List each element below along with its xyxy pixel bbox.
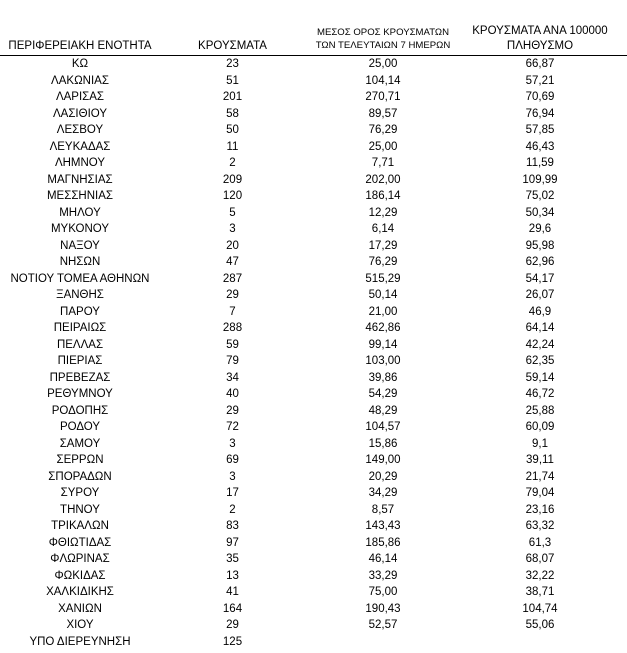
per100k-cell: 38,71 <box>525 586 555 598</box>
avg7-cell: 48,29 <box>368 404 398 417</box>
cases-cell: 35 <box>226 553 239 565</box>
avg7-cell: 190,43 <box>365 602 401 615</box>
per100k-cell: 64,14 <box>525 322 555 334</box>
region-name-cell: ΞΑΝΘΗΣ <box>56 289 104 301</box>
table-row <box>0 535 627 552</box>
table-row <box>0 56 627 73</box>
region-name-cell: ΧΑΝΙΩΝ <box>58 602 102 615</box>
per100k-cell: 59,14 <box>525 371 555 384</box>
avg7-cell: 99,14 <box>368 338 398 351</box>
region-name-cell: ΡΟΔΟΥ <box>59 421 101 433</box>
avg7-cell: 54,29 <box>368 388 398 400</box>
avg7-cell: 76,29 <box>368 124 398 136</box>
per100k-cell: 26,07 <box>525 289 555 301</box>
per100k-cell: 9,1 <box>532 437 548 450</box>
per100k-cell: 25,88 <box>525 404 555 417</box>
table-row <box>0 551 627 568</box>
table-row <box>0 271 627 288</box>
per100k-cell: 57,21 <box>525 74 555 87</box>
table-row <box>0 485 627 502</box>
per100k-cell: 76,94 <box>525 107 555 120</box>
region-name-cell: ΦΩΚΙΔΑΣ <box>54 569 106 582</box>
per100k-cell: 21,74 <box>525 470 555 483</box>
per100k-cell: 70,69 <box>525 91 555 103</box>
header-per100k <box>465 24 615 54</box>
region-name-cell: ΝΟΤΙΟΥ ΤΟΜΕΑ ΑΘΗΝΩΝ <box>10 272 150 285</box>
region-name-cell: ΜΕΣΣΗΝΙΑΣ <box>46 190 114 202</box>
table-row <box>0 89 627 106</box>
table-row <box>0 205 627 222</box>
table-row <box>0 172 627 189</box>
cases-cell: 72 <box>226 421 239 433</box>
avg7-cell: 25,00 <box>368 140 398 153</box>
per100k-cell: 46,43 <box>525 140 555 153</box>
avg7-cell: 104,57 <box>365 421 401 433</box>
cases-cell: 287 <box>222 272 243 285</box>
per100k-cell: 54,17 <box>525 272 555 285</box>
per100k-cell: 95,98 <box>525 239 555 252</box>
table-row <box>0 601 627 618</box>
cases-cell: 23 <box>226 58 239 70</box>
table-row <box>0 122 627 139</box>
region-name-cell: ΤΡΙΚΑΛΩΝ <box>51 520 109 532</box>
per100k-cell: 79,04 <box>525 487 555 499</box>
table-row <box>0 254 627 271</box>
region-name-cell: ΠΕΛΛΑΣ <box>56 338 104 351</box>
per100k-cell: 66,87 <box>525 58 555 70</box>
avg7-cell: 17,29 <box>368 239 398 252</box>
region-name-cell: ΣΠΟΡΑΔΩΝ <box>48 470 112 483</box>
region-name-cell: ΚΩ <box>71 58 89 70</box>
table-row <box>0 320 627 337</box>
avg7-cell: 7,71 <box>371 157 395 169</box>
cases-cell: 34 <box>226 371 239 384</box>
cases-cell: 120 <box>222 190 243 202</box>
header-region: ΠΕΡΙΦΕΡΕΙΑΚΗ ΕΝΟΤΗΤΑ <box>8 40 152 52</box>
cases-cell: 50 <box>226 124 239 136</box>
region-name-cell: ΡΟΔΟΠΗΣ <box>51 404 109 417</box>
per100k-cell: 60,09 <box>525 421 555 433</box>
table-row <box>0 238 627 255</box>
region-name-cell: ΝΑΞΟΥ <box>60 239 100 252</box>
cases-cell: 29 <box>226 404 239 417</box>
table-row <box>0 452 627 469</box>
table-row <box>0 469 627 486</box>
avg7-cell: 75,00 <box>368 586 398 598</box>
cases-cell: 29 <box>226 619 239 631</box>
per100k-cell: 11,59 <box>526 157 554 169</box>
header-cases: ΚΡΟΥΣΜΑΤΑ <box>198 40 267 52</box>
table-row <box>0 568 627 585</box>
cases-cell: 83 <box>226 520 239 532</box>
cases-cell: 17 <box>226 487 239 499</box>
avg7-cell: 21,00 <box>368 305 398 318</box>
table-row <box>0 73 627 90</box>
avg7-cell: 39,86 <box>368 371 398 384</box>
avg7-cell: 50,14 <box>368 289 398 301</box>
region-name-cell: ΦΘΙΩΤΙΔΑΣ <box>48 536 112 549</box>
cases-cell: 51 <box>226 74 239 87</box>
cases-cell: 2 <box>229 503 236 516</box>
per100k-cell: 29,6 <box>528 223 552 235</box>
cases-cell: 47 <box>226 256 239 268</box>
header-avg7-line1: ΜΕΣΟΣ ΟΡΟΣ ΚΡΟΥΣΜΑΤΩΝ <box>316 27 450 38</box>
region-name-cell: ΦΛΩΡΙΝΑΣ <box>50 553 110 565</box>
avg7-cell: 33,29 <box>368 569 398 582</box>
avg7-cell: 202,00 <box>365 173 401 186</box>
per100k-cell: 63,32 <box>525 520 555 532</box>
region-name-cell: ΠΑΡΟΥ <box>60 305 100 318</box>
cases-cell: 5 <box>229 206 236 219</box>
per100k-cell: 62,35 <box>525 355 555 367</box>
avg7-cell: 104,14 <box>365 74 401 87</box>
region-name-cell: ΣΕΡΡΩΝ <box>56 454 104 466</box>
table-row <box>0 386 627 403</box>
table-row <box>0 518 627 535</box>
per100k-cell: 23,16 <box>525 503 555 516</box>
avg7-cell: 12,29 <box>368 206 398 219</box>
avg7-cell: 149,00 <box>365 454 401 466</box>
table-row <box>0 403 627 420</box>
cases-cell: 201 <box>222 91 243 103</box>
header-avg7 <box>310 26 456 52</box>
per100k-cell: 50,34 <box>525 206 555 219</box>
cases-cell: 69 <box>226 454 239 466</box>
region-name-cell: ΧΑΛΚΙΔΙΚΗΣ <box>46 586 114 598</box>
cases-cell: 3 <box>229 470 236 483</box>
avg7-cell: 143,43 <box>365 520 401 532</box>
region-name-cell: ΤΗΝΟΥ <box>60 503 100 516</box>
table-row <box>0 419 627 436</box>
cases-cell: 3 <box>229 437 236 450</box>
table-row <box>0 634 627 651</box>
avg7-cell: 52,57 <box>368 619 398 631</box>
avg7-cell: 15,86 <box>368 437 398 450</box>
region-name-cell: ΠΡΕΒΕΖΑΣ <box>49 371 111 384</box>
region-name-cell: ΛΕΣΒΟΥ <box>56 124 104 136</box>
table-row <box>0 221 627 238</box>
region-name-cell: ΛΕΥΚΑΔΑΣ <box>49 140 111 153</box>
cases-cell: 79 <box>226 355 239 367</box>
per100k-cell: 61,3 <box>528 536 552 549</box>
per100k-cell: 62,96 <box>525 256 555 268</box>
region-name-cell: ΛΑΚΩΝΙΑΣ <box>51 74 109 87</box>
table-body <box>0 56 627 650</box>
per100k-cell: 104,74 <box>522 602 558 615</box>
cases-cell: 125 <box>222 635 243 648</box>
cases-cell: 41 <box>226 586 239 598</box>
cases-cell: 2 <box>229 157 236 169</box>
table-row <box>0 155 627 172</box>
table-row <box>0 106 627 123</box>
cases-cell: 288 <box>222 322 243 334</box>
avg7-cell: 25,00 <box>368 58 398 70</box>
per100k-cell: 68,07 <box>525 553 555 565</box>
avg7-cell: 462,86 <box>365 322 401 334</box>
table-row <box>0 617 627 634</box>
region-name-cell: ΧΙΟΥ <box>66 619 94 631</box>
avg7-cell: 34,29 <box>368 487 398 499</box>
avg7-cell: 89,57 <box>368 107 398 120</box>
table-row <box>0 370 627 387</box>
cases-cell: 58 <box>226 107 239 120</box>
header-avg7-line2: ΤΩΝ ΤΕΛΕΥΤΑΙΩΝ 7 ΗΜΕΡΩΝ <box>315 40 451 51</box>
avg7-cell: 515,29 <box>365 272 401 285</box>
cases-cell: 20 <box>226 239 239 252</box>
region-name-cell: ΛΗΜΝΟΥ <box>54 157 106 169</box>
avg7-cell: 46,14 <box>368 553 398 565</box>
avg7-cell: 103,00 <box>365 355 401 367</box>
cases-cell: 7 <box>229 305 236 318</box>
avg7-cell: 186,14 <box>365 190 401 202</box>
region-name-cell: ΠΕΙΡΑΙΩΣ <box>53 322 107 334</box>
avg7-cell: 8,57 <box>371 503 395 516</box>
cases-cell: 3 <box>229 223 236 235</box>
avg7-cell: 6,14 <box>371 223 395 235</box>
region-name-cell: ΣΑΜΟΥ <box>59 437 101 450</box>
table-row <box>0 188 627 205</box>
table-row <box>0 139 627 156</box>
per100k-cell: 46,9 <box>528 305 552 318</box>
per100k-cell: 75,02 <box>525 190 555 202</box>
header-per100k-line1: ΚΡΟΥΣΜΑΤΑ ΑΝΑ 100000 <box>472 25 608 37</box>
region-name-cell: ΜΗΛΟΥ <box>59 206 101 219</box>
table-row <box>0 502 627 519</box>
cases-cell: 40 <box>226 388 239 400</box>
region-name-cell: ΜΑΓΝΗΣΙΑΣ <box>47 173 113 186</box>
region-name-cell: ΥΠΟ ΔΙΕΡΕΥΝΗΣΗ <box>29 635 131 648</box>
avg7-cell: 270,71 <box>365 91 401 103</box>
region-name-cell: ΡΕΘΥΜΝΟΥ <box>47 388 113 400</box>
table-row <box>0 287 627 304</box>
cases-cell: 29 <box>226 289 239 301</box>
region-name-cell: ΛΑΡΙΣΑΣ <box>55 91 105 103</box>
per100k-cell: 32,22 <box>525 569 555 582</box>
cases-cell: 59 <box>226 338 239 351</box>
per100k-cell: 109,99 <box>522 173 558 186</box>
avg7-cell: 20,29 <box>368 470 398 483</box>
region-name-cell: ΣΥΡΟΥ <box>60 487 100 499</box>
table-row <box>0 436 627 453</box>
per100k-cell: 46,72 <box>525 388 555 400</box>
region-name-cell: ΠΙΕΡΙΑΣ <box>57 355 103 367</box>
table-row <box>0 584 627 601</box>
avg7-cell: 185,86 <box>365 536 401 549</box>
table-row <box>0 337 627 354</box>
per100k-cell: 57,85 <box>525 124 555 136</box>
cases-cell: 13 <box>226 569 239 582</box>
per100k-cell: 42,24 <box>525 338 555 351</box>
cases-cell: 11 <box>226 140 239 153</box>
table-row <box>0 304 627 321</box>
region-name-cell: ΛΑΣΙΘΙΟΥ <box>52 107 108 120</box>
avg7-cell: 76,29 <box>368 256 398 268</box>
per100k-cell: 39,11 <box>526 454 554 466</box>
cases-cell: 164 <box>222 602 243 615</box>
region-name-cell: ΝΗΣΩΝ <box>59 256 101 268</box>
per100k-cell: 55,06 <box>525 619 555 631</box>
cases-cell: 209 <box>222 173 243 186</box>
table-row <box>0 353 627 370</box>
header-per100k-line2: ΠΛΗΘΥΣΜΟ <box>506 40 574 52</box>
cases-cell: 97 <box>226 536 239 549</box>
region-name-cell: ΜΥΚΟΝΟΥ <box>50 223 110 235</box>
